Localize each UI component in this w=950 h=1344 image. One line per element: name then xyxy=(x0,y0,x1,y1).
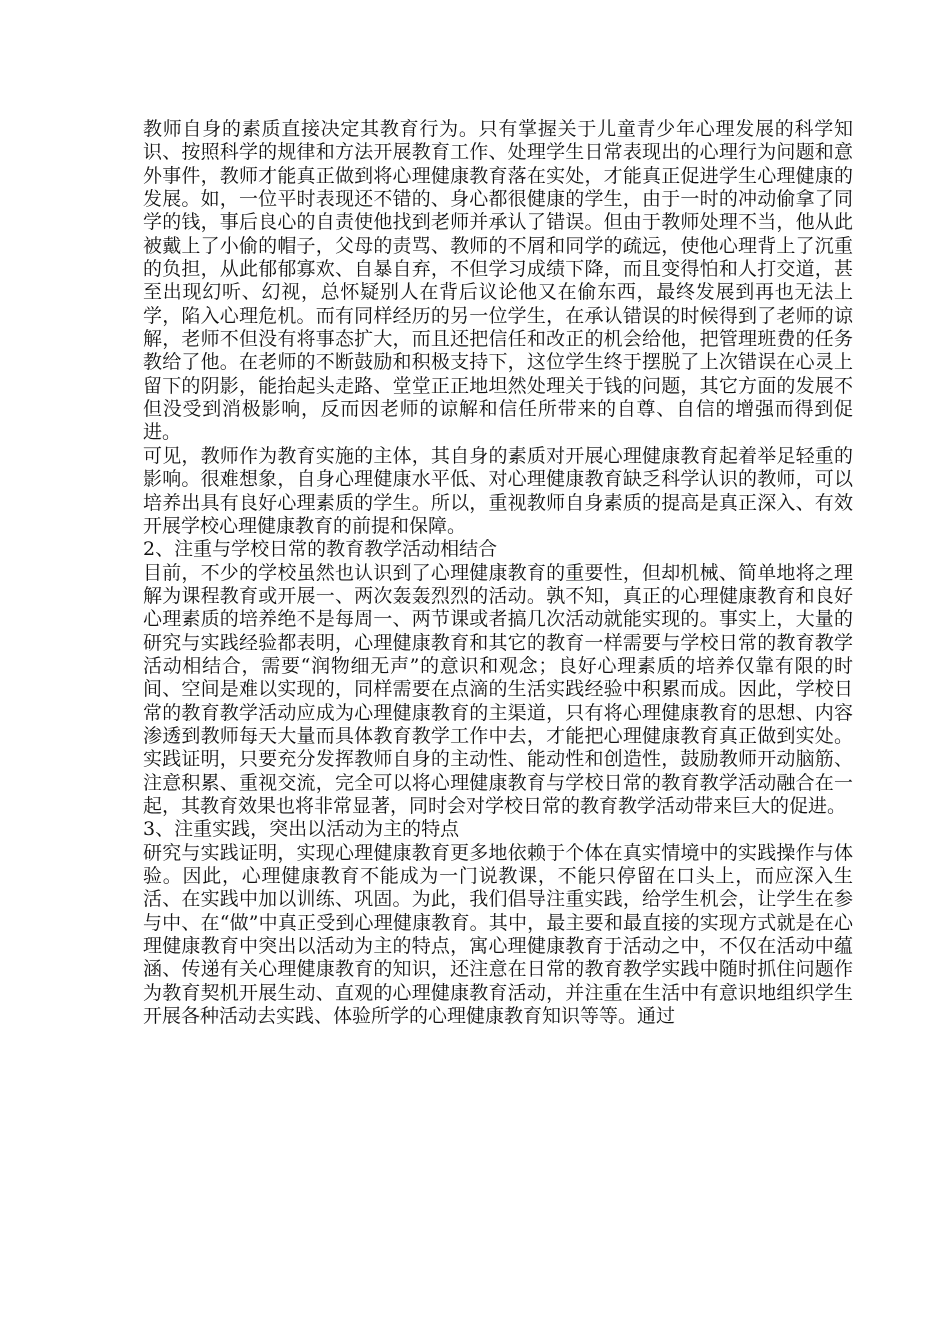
paragraph-teacher-subject: 可见，教师作为教育实施的主体，其自身的素质对开展心理健康教育起着举足轻重的影响。很难想象，自身心理健康水平低、对心理健康教育缺乏科学认识的教师，可以培养出具有良好心理素质的学生。所以，重视教师自身素质的提高是真正深入、有效开展学校心理健康教育的前提和保障。 xyxy=(143,444,853,537)
section-heading-3: 3、注重实践，突出以活动为主的特点 xyxy=(143,818,460,841)
paragraph-practice-activities: 研究与实践证明，实现心理健康教育更多地依赖于个体在真实情境中的实践操作与体验。因此，心理健康教育不能成为一门说教课，不能只停留在口头上，而应深入生活、在实践中加以训练、巩固。为此，我们倡导注重实践，给学生机会，让学生在参与中、在“做”中真正受到心理健康教育。其中，最主要和最直接的实现方式就是在心理健康教育中突出以活动为主的特点，寓心理健康教育于活动之中，不仅在活动中蕴涵、传递有关心理健康教育的知识，还注意在日常的教育教学实践中随时抓住问题作为教育契机开展生动、直观的心理健康教育活动，并注重在生活中有意识地组织学生开展各种活动去实践、体验所学的心理健康教育知识等等。通过 xyxy=(143,841,853,1028)
document-body xyxy=(143,118,853,1028)
section-heading-2: 2、注重与学校日常的教育教学活动相结合 xyxy=(143,538,498,561)
paragraph-teacher-quality: 教师自身的素质直接决定其教育行为。只有掌握关于儿童青少年心理发展的科学知识、按照科学的规律和方法开展教育工作、处理学生日常表现出的心理行为问题和意外事件，教师才能真正做到将心理健康教育落在实处，才能真正促进学生心理健康的发展。如，一位平时表现还不错的、身心都很健康的学生，由于一时的冲动偷拿了同学的钱，事后良心的自责使他找到老师并承认了错误。但由于教师处理不当，他从此被戴上了小偷的帽子，父母的责骂、教师的不屑和同学的疏远，使他心理背上了沉重的负担，从此郁郁寡欢、自暴自弃，不但学习成绩下降，而且变得怕和人打交道，甚至出现幻听、幻视，总怀疑别人在背后议论他又在偷东西，最终发展到再也无法上学，陷入心理危机。而有同样经历的另一位学生，在承认错误的时候得到了老师的谅解，老师不但没有将事态扩大，而且还把信任和改正的机会给他，把管理班费的任务教给了他。在老师的不断鼓励和积极支持下，这位学生终于摆脱了上次错误在心灵上留下的阴影，能抬起头走路、堂堂正正地坦然处理关于钱的问题，其它方面的发展不但没受到消极影响，反而因老师的谅解和信任所带来的自尊、自信的增强而得到促进。 xyxy=(143,118,853,444)
paragraph-daily-teaching: 目前，不少的学校虽然也认识到了心理健康教育的重要性，但却机械、简单地将之理解为课程教育或开展一、两次轰轰烈烈的活动。孰不知，真正的心理健康教育和良好心理素质的培养绝不是每周一、两节课或者搞几次活动就能实现的。事实上，大量的研究与实践经验都表明，心理健康教育和其它的教育一样需要与学校日常的教育教学活动相结合，需要“润物细无声”的意识和观念；良好心理素质的培养仅靠有限的时间、空间是难以实现的，同样需要在点滴的生活实践经验中积累而成。因此，学校日常的教育教学活动应成为心理健康教育的主渠道，只有将心理健康教育的思想、内容渗透到教师每天大量而具体教育教学工作中去，才能把心理健康教育真正做到实处。实践证明，只要充分发挥教师自身的主动性、能动性和创造性，鼓励教师开动脑筋、注意积累、重视交流，完全可以将心理健康教育与学校日常的教育教学活动融合在一起，其教育效果也将非常显著，同时会对学校日常的教育教学活动带来巨大的促进。 xyxy=(143,561,853,817)
